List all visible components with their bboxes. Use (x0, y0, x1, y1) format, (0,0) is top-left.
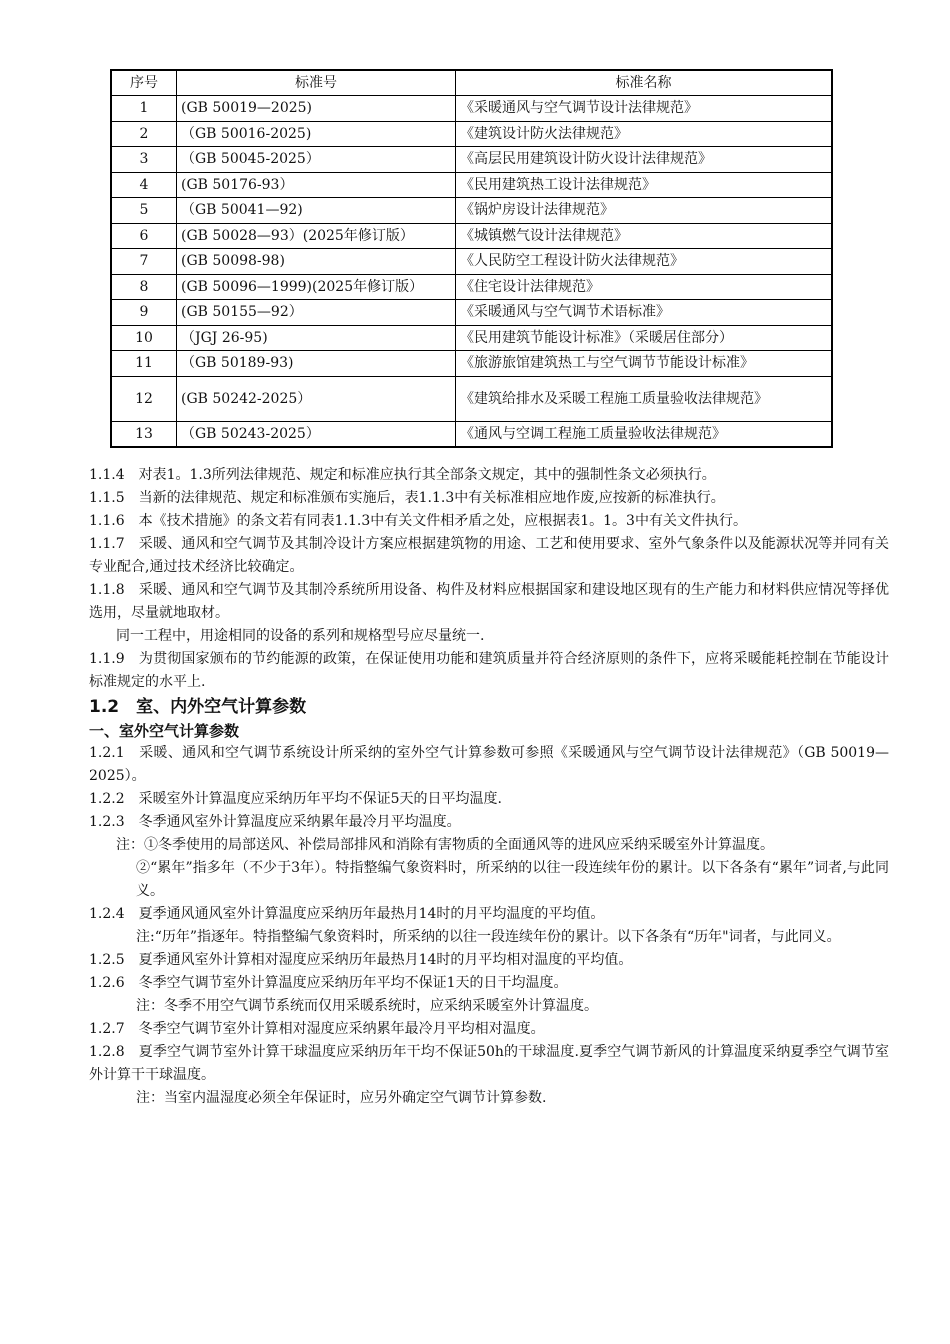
clause-1-1-5: 1.1.5 当新的法律规范、规定和标准颁布实施后，表1.1.3中有关标准相应地作废,应按新的标准执行。 (89, 490, 725, 506)
cell-name: 《民用建筑节能设计标准》（采暖居住部分） (456, 325, 833, 351)
cell-serial: 8 (111, 274, 177, 300)
table-row (111, 421, 832, 447)
table-header-row (111, 70, 832, 96)
clause-1-1-8: 1.1.8 采暖、通风和空气调节及其制冷系统所用设备、构件及材料应根据国家和建设地区现有的生产能力和材料供应情况等择优选用，尽量就地取材。 (89, 582, 889, 621)
table-row (111, 300, 832, 326)
cell-code: （GB 50243-2025） (177, 421, 456, 447)
subsection-heading-outdoor: 一、室外空气计算参数 (89, 722, 240, 740)
cell-name: 《通风与空调工程施工质量验收法律规范》 (456, 421, 833, 447)
cell-serial: 13 (111, 421, 177, 447)
cell-code: （GB 50045-2025） (177, 147, 456, 173)
cell-name: 《采暖通风与空气调节术语标准》 (456, 300, 833, 326)
cell-name: 《城镇燃气设计法律规范》 (456, 223, 833, 249)
cell-code: （JGJ 26-95) (177, 325, 456, 351)
table-row (111, 274, 832, 300)
cell-code: （GB 50189-93) (177, 351, 456, 377)
clause-1-1-6: 1.1.6 本《技术措施》的条文若有同表1.1.3中有关文件相矛盾之处，应根据表1。1。3中有关文件执行。 (89, 513, 747, 529)
header-serial: 序号 (111, 70, 177, 96)
cell-code: (GB 50098-98) (177, 249, 456, 275)
table-row (111, 351, 832, 377)
clause-1-2-3: 1.2.3 冬季通风室外计算温度应采纳累年最冷月平均温度。 (89, 814, 461, 830)
cell-serial: 4 (111, 172, 177, 198)
cell-serial: 2 (111, 121, 177, 147)
cell-name: 《锅炉房设计法律规范》 (456, 198, 833, 224)
cell-name: 《人民防空工程设计防火法律规范》 (456, 249, 833, 275)
clause-1-2-5: 1.2.5 夏季通风室外计算相对湿度应采纳历年最热月14时的月平均相对温度的平均值。 (89, 952, 633, 968)
note-1-2-3-a: 注：①冬季使用的局部送风、补偿局部排风和消除有害物质的全面通风等的进风应采纳采暖室外计算温度。 (116, 837, 774, 853)
cell-code: （GB 50016-2025) (177, 121, 456, 147)
table-row (111, 325, 832, 351)
cell-serial: 9 (111, 300, 177, 326)
note-1-2-3-b: ②“累年”指多年（不少于3年）。特指整编气象资料时，所采纳的以往一段连续年份的累计。以下各条有“累年”词者,与此同义。 (136, 860, 889, 899)
clause-1-1-4: 1.1.4 对表1。1.3所列法律规范、规定和标准应执行其全部条文规定，其中的强制性条文必须执行。 (89, 467, 716, 483)
cell-name: 《住宅设计法律规范》 (456, 274, 833, 300)
cell-code: (GB 50096—1999)(2025年修订版） (177, 274, 456, 300)
table-row (111, 172, 832, 198)
standards-table (110, 69, 833, 448)
note-1-2-4: 注:“历年”指逐年。特指整编气象资料时，所采纳的以往一段连续年份的累计。以下各条有“历年"词者，与此同义。 (136, 929, 841, 945)
cell-serial: 7 (111, 249, 177, 275)
table-row (111, 249, 832, 275)
cell-serial: 11 (111, 351, 177, 377)
cell-serial: 12 (111, 376, 177, 421)
cell-code: (GB 50242-2025） (177, 376, 456, 421)
clause-1-2-7: 1.2.7 冬季空气调节室外计算相对湿度应采纳累年最冷月平均相对温度。 (89, 1021, 545, 1037)
table-row (111, 121, 832, 147)
header-standard-code: 标准号 (177, 70, 456, 96)
document-body (89, 464, 889, 1110)
clause-1-2-1: 1.2.1 采暖、通风和空气调节系统设计所采纳的室外空气计算参数可参照《采暖通风与空气调节设计法律规范》（GB 50019—2025）。 (89, 745, 889, 784)
cell-code: （GB 50041—92) (177, 198, 456, 224)
header-standard-name: 标准名称 (456, 70, 833, 96)
cell-serial: 3 (111, 147, 177, 173)
cell-name: 《高层民用建筑设计防火设计法律规范》 (456, 147, 833, 173)
table-row (111, 147, 832, 173)
clause-1-1-9: 1.1.9 为贯彻国家颁布的节约能源的政策，在保证使用功能和建筑质量并符合经济原则的条件下，应将采暖能耗控制在节能设计标准规定的水平上. (89, 651, 889, 690)
clause-1-1-8-continuation: 同一工程中，用途相同的设备的系列和规格型号应尽量统一. (116, 628, 485, 644)
table-row (111, 198, 832, 224)
cell-code: (GB 50019—2025) (177, 96, 456, 122)
section-heading-1-2: 1.2 室、内外空气计算参数 (89, 697, 307, 717)
cell-name: 《民用建筑热工设计法律规范》 (456, 172, 833, 198)
cell-name: 《建筑设计防火法律规范》 (456, 121, 833, 147)
note-1-2-8: 注：当室内温湿度必须全年保证时，应另外确定空气调节计算参数. (136, 1090, 547, 1106)
clause-1-2-6: 1.2.6 冬季空气调节室外计算温度应采纳历年平均不保证1天的日干均温度。 (89, 975, 568, 991)
table-row (111, 96, 832, 122)
table-row (111, 223, 832, 249)
cell-code: (GB 50176-93） (177, 172, 456, 198)
clause-1-2-8: 1.2.8 夏季空气调节室外计算干球温度应采纳历年干均不保证50h的干球温度.夏季空气调节新风的计算温度采纳夏季空气调节室外计算干干球温度。 (89, 1044, 889, 1083)
cell-serial: 5 (111, 198, 177, 224)
cell-code: (GB 50155—92） (177, 300, 456, 326)
cell-name: 《旅游旅馆建筑热工与空气调节节能设计标准》 (456, 351, 833, 377)
clause-1-1-7: 1.1.7 采暖、通风和空气调节及其制冷设计方案应根据建筑物的用途、工艺和使用要求、室外气象条件以及能源状况等并同有关专业配合,通过技术经济比较确定。 (89, 536, 889, 575)
cell-name: 《采暖通风与空气调节设计法律规范》 (456, 96, 833, 122)
table-row (111, 376, 832, 421)
cell-name: 《建筑给排水及采暖工程施工质量验收法律规范》 (456, 376, 833, 421)
cell-serial: 10 (111, 325, 177, 351)
cell-serial: 1 (111, 96, 177, 122)
clause-1-2-4: 1.2.4 夏季通风通风室外计算温度应采纳历年最热月14时的月平均温度的平均值。 (89, 906, 605, 922)
clause-1-2-2: 1.2.2 采暖室外计算温度应采纳历年平均不保证5天的日平均温度. (89, 791, 502, 807)
note-1-2-6: 注：冬季不用空气调节系统而仅用采暖系统时，应采纳采暖室外计算温度。 (136, 998, 598, 1014)
cell-code: (GB 50028—93）(2025年修订版） (177, 223, 456, 249)
cell-serial: 6 (111, 223, 177, 249)
